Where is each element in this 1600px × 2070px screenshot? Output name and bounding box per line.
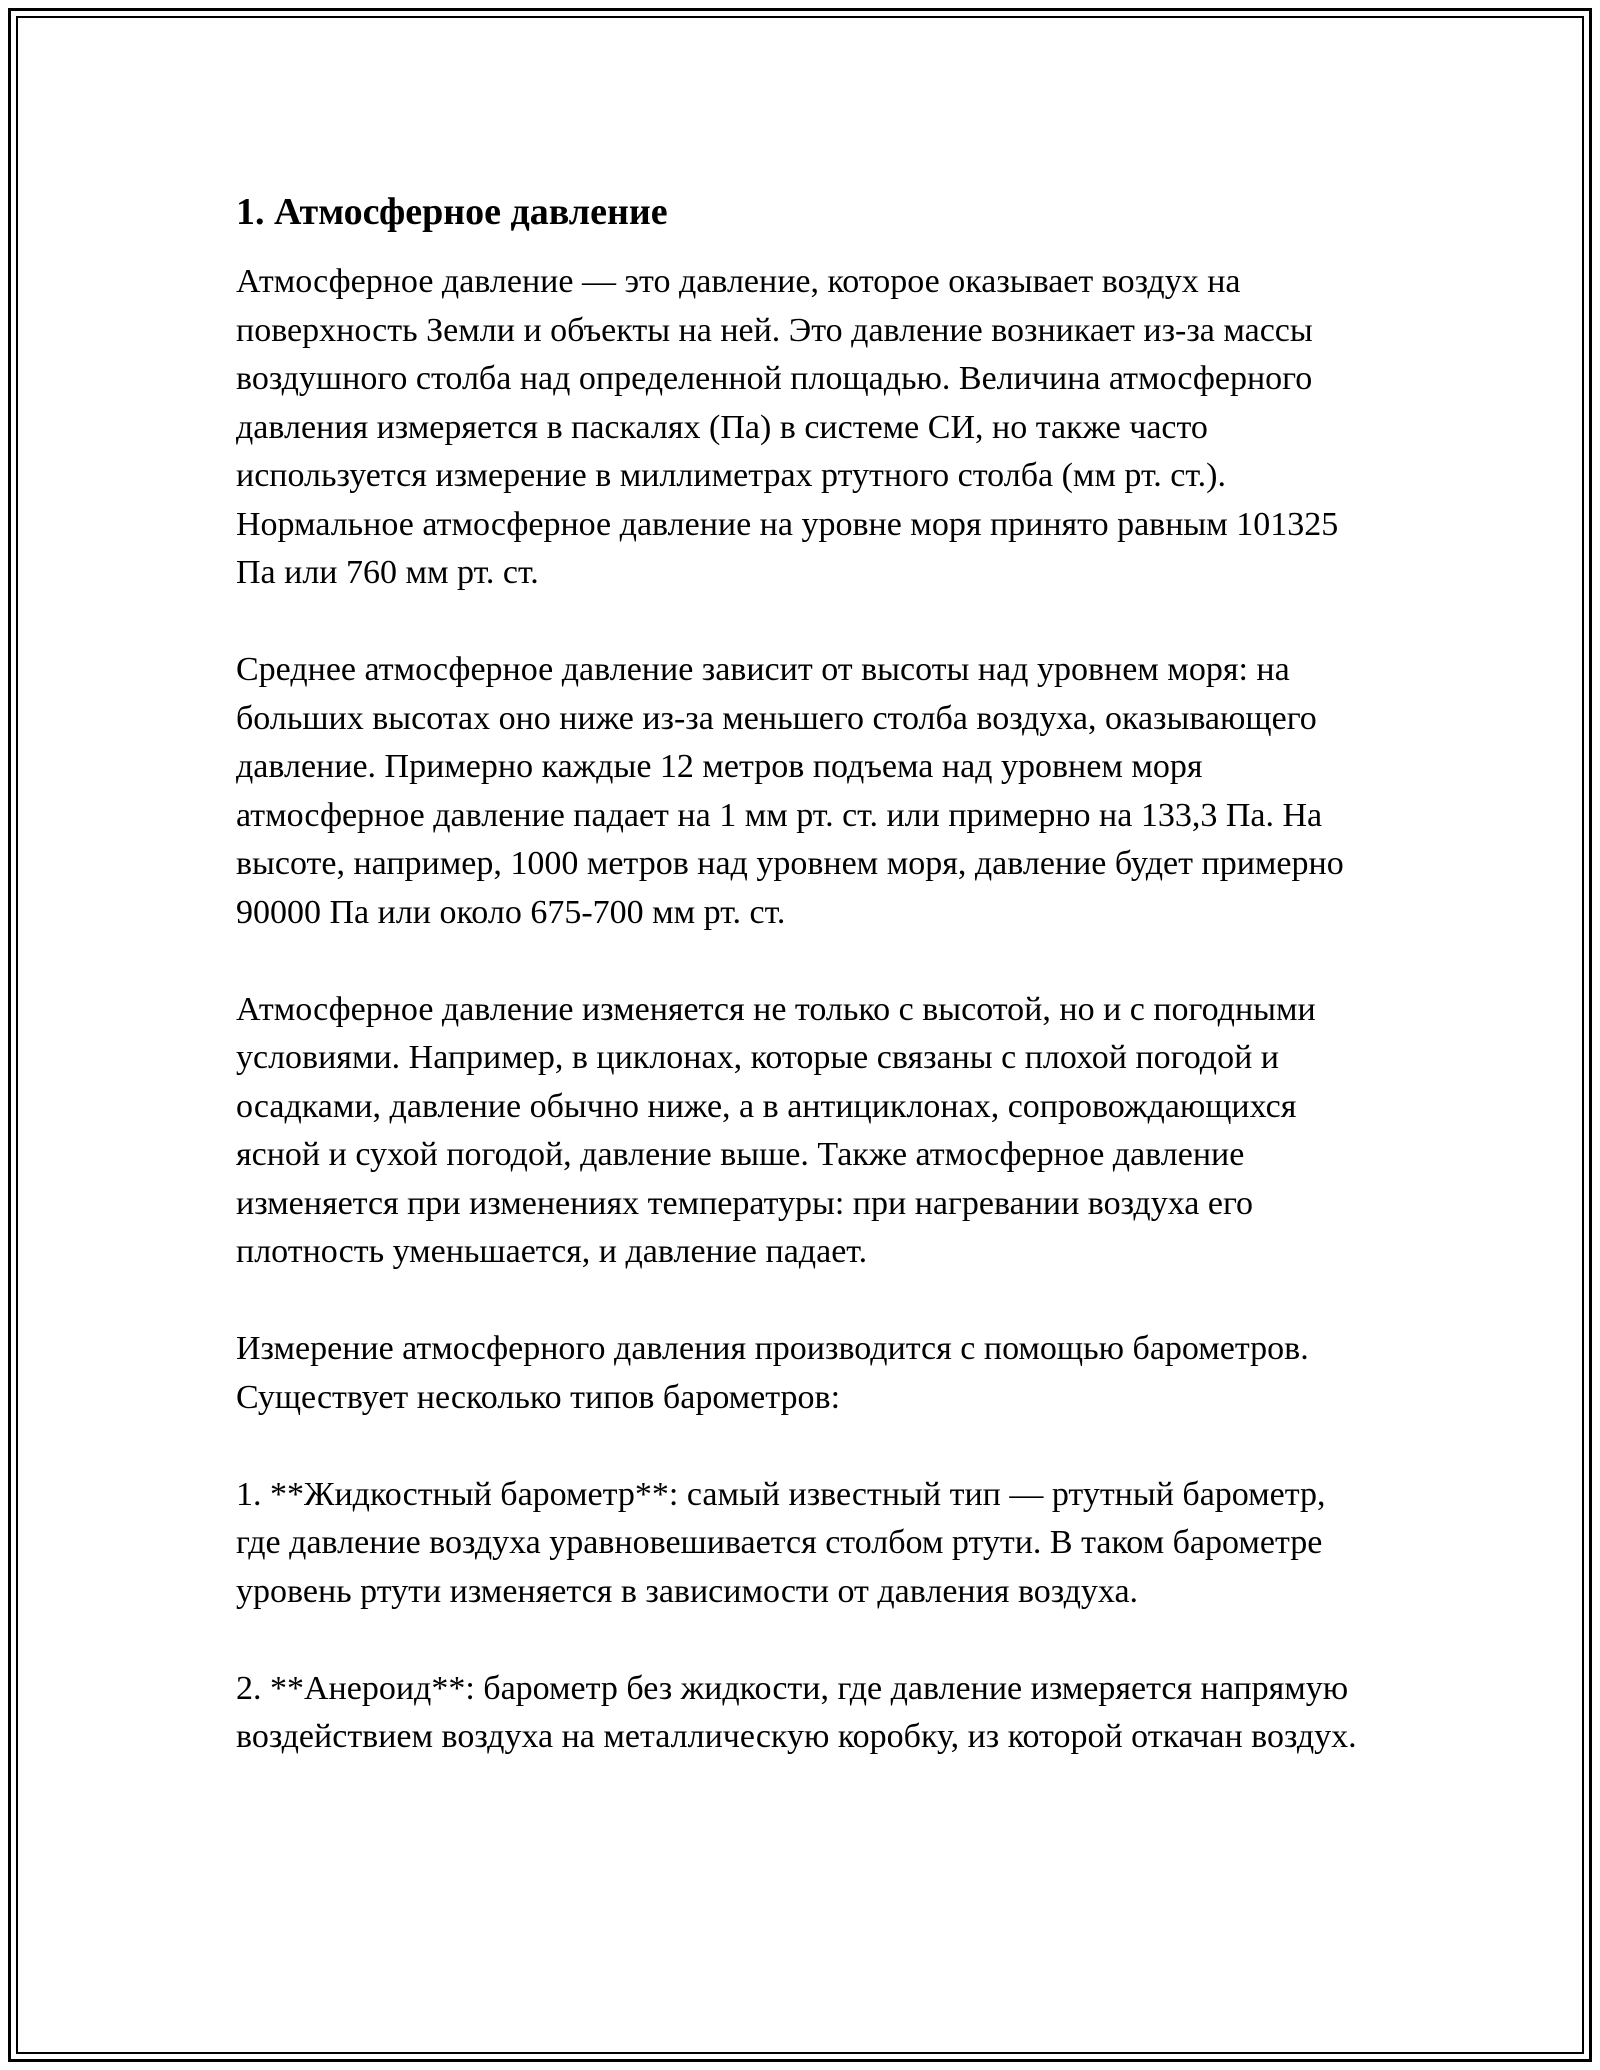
- list-item-aneroid: 2. **Анероид**: барометр без жидкости, где давление измеряется напрямую воздействием воздуха на металлическую коробку, из которой откачан воздух.: [236, 1669, 1357, 1755]
- section-heading: 1. Атмосферное давление: [236, 191, 668, 233]
- document-body: [236, 188, 1366, 1810]
- list-item-liquid-barometer: 1. **Жидкостный барометр**: самый известный тип — ртутный барометр, где давление воздуха уравновешивается столбом ртути. В таком барометре уровень ртути изменяется в зависимости от давления воздуха.: [236, 1475, 1326, 1610]
- paragraph-atmospheric-pressure-definition: Атмосферное давление — это давление, которое оказывает воздух на поверхность Земли и объекты на ней. Это давление возникает из-за массы воздушного столба над определенной площадью. Величина атмосферного давления измеряется в паскалях (Па) в системе СИ, но также часто используется измерение в миллиметрах ртутного столба (мм рт. ст.). Нормальное атмосферное давление на уровне моря принято равным 101325 Па или 760 мм рт. ст.: [236, 263, 1339, 591]
- paragraph-barometers-intro: Измерение атмосферного давления производится с помощью барометров. Существует несколько типов барометров:: [236, 1330, 1309, 1416]
- paragraph-pressure-vs-weather: Атмосферное давление изменяется не только с высотой, но и с погодными условиями. Например, в циклонах, которые связаны с плохой погодой и осадками, давление обычно ниже, а в антициклонах, сопровождающихся ясной и сухой погодой, давление выше. Также атмосферное давление изменяется при изменениях температуры: при нагревании воздуха его плотность уменьшается, и давление падает.: [236, 990, 1316, 1270]
- paragraph-pressure-vs-altitude: Среднее атмосферное давление зависит от высоты над уровнем моря: на больших высотах оно ниже из-за меньшего столба воздуха, оказывающего давление. Примерно каждые 12 метров подъема над уровнем моря атмосферное давление падает на 1 мм рт. ст. или примерно на 133,3 Па. На высоте, например, 1000 метров над уровнем моря, давление будет примерно 90000 Па или около 675-700 мм рт. ст.: [236, 651, 1344, 931]
